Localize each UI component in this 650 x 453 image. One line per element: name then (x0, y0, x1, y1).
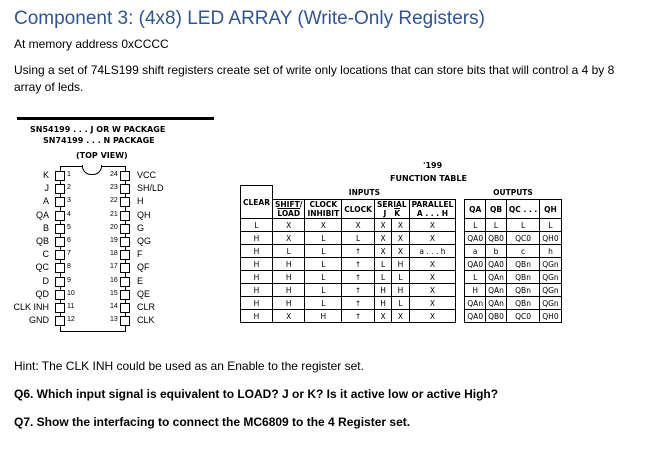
pin-box (120, 250, 130, 260)
pin-box (55, 171, 65, 181)
pin-number: 5 (67, 223, 71, 231)
table-cell: L (374, 271, 391, 284)
memory-address: At memory address 0xCCCC (14, 37, 169, 51)
pin-box (55, 290, 65, 300)
table-cell: QA0 (465, 310, 486, 323)
header-clock-inhibit: CLOCK INHIBIT (305, 200, 342, 219)
table-cell: H (241, 297, 273, 310)
table-cell: L (374, 258, 391, 271)
pin-number: 21 (110, 210, 118, 218)
table-cell: ↑ (342, 310, 375, 323)
pin-label-left: QD (35, 288, 49, 299)
pin-box (55, 303, 65, 313)
pin-number: 7 (67, 250, 71, 258)
table-cell: a (465, 245, 486, 258)
pin-number: 12 (67, 316, 75, 324)
table-cell: QA0 (486, 258, 507, 271)
table-cell: H (374, 297, 391, 310)
pin-label-left: CLK INH (13, 302, 49, 312)
header-qb: QB (486, 200, 507, 219)
table-row (241, 258, 562, 271)
table-cell: X (409, 271, 456, 284)
pin-label-left: J (44, 183, 49, 194)
pin-label-right: SH/LD (137, 183, 164, 194)
function-table (240, 185, 562, 323)
table-cell: QC0 (506, 232, 539, 245)
pin-box (55, 277, 65, 287)
table-row (241, 219, 562, 232)
pin-number: 4 (67, 210, 71, 218)
table-cell: QAn (465, 297, 486, 310)
table-cell: X (374, 232, 391, 245)
pin-label-right: VCC (137, 170, 157, 180)
table-cell: QB0 (486, 232, 507, 245)
table-cell: H (241, 245, 273, 258)
table-cell: L (273, 245, 305, 258)
header-parallel: PARALLEL A . . . H (409, 200, 456, 219)
pin-number: 15 (110, 289, 118, 297)
pin-label-left: QB (35, 236, 49, 246)
pin-number: 9 (67, 276, 71, 284)
header-clear: CLEAR (241, 186, 273, 219)
page-title: Component 3: (4x8) LED ARRAY (Write-Only Registers) (14, 8, 485, 29)
table-cell: L (540, 219, 561, 232)
pin-label-right: QG (137, 236, 152, 246)
question-6: Q6. Which input signal is equivalent to LOAD? J or K? Is it active low or active High? (14, 387, 499, 401)
table-cell: QBn (506, 258, 539, 271)
pin-box (55, 224, 65, 234)
table-cell: H (241, 271, 273, 284)
pin-number: 17 (110, 263, 118, 271)
pin-label-left: QA (35, 209, 49, 220)
pin-number: 1 (67, 171, 71, 178)
table-cell: QAn (486, 284, 507, 297)
table-cell: QGn (540, 297, 561, 310)
table-cell: ↑ (342, 258, 375, 271)
table-cell: H (241, 258, 273, 271)
table-cell: L (305, 258, 342, 271)
header-qa: QA (465, 200, 486, 219)
table-cell: ↑ (342, 245, 375, 258)
table-cell: X (392, 310, 409, 323)
table-cell: X (409, 232, 456, 245)
pin-label-right: G (137, 222, 145, 233)
pin-number: 2 (67, 184, 71, 192)
divider (17, 117, 214, 120)
header-qh: QH (540, 200, 561, 219)
header-shift-load: SHIFT/ LOAD (273, 200, 305, 219)
table-cell: H (374, 284, 391, 297)
pin-label-left: A (42, 196, 49, 207)
pin-box (120, 290, 130, 300)
table-cell: X (273, 219, 305, 232)
table-cell: X (409, 297, 456, 310)
table-cell: X (409, 258, 456, 271)
pin-label-right: QE (137, 288, 151, 299)
table-cell: H (241, 232, 273, 245)
table-cell: H (241, 310, 273, 323)
header-clock: CLOCK (342, 200, 375, 219)
table-cell: X (392, 245, 409, 258)
table-cell: X (409, 310, 456, 323)
pin-label-right: F (137, 249, 143, 260)
table-cell: QGn (540, 258, 561, 271)
pin-number: 8 (67, 263, 71, 271)
header-outputs: OUTPUTS (465, 186, 561, 200)
header-qc-dots: QC . . . (506, 200, 539, 219)
table-cell: L (305, 232, 342, 245)
pin-box (55, 237, 65, 247)
pin-number: 13 (110, 316, 118, 324)
table-row (241, 284, 562, 297)
table-cell: L (465, 219, 486, 232)
pin-box (120, 197, 130, 207)
table-cell: L (486, 219, 507, 232)
pin-label-left: D (42, 275, 49, 286)
table-row (241, 271, 562, 284)
pin-label-right: CLK (137, 315, 155, 326)
pin-number: 23 (110, 184, 118, 192)
pin-number: 24 (110, 171, 118, 178)
pin-number: 10 (67, 289, 75, 297)
table-cell: L (392, 271, 409, 284)
table-cell: QGn (540, 271, 561, 284)
table-cell: H (305, 310, 342, 323)
pin-number: 11 (67, 303, 75, 310)
pin-box (55, 250, 65, 260)
hint-text: Hint: The CLK INH could be used as an Enable to the register set. (14, 359, 364, 373)
pin-number: 20 (110, 223, 118, 231)
pin-label-left: C (42, 249, 49, 260)
table-cell: QAn (486, 271, 507, 284)
table-cell: L (392, 297, 409, 310)
intro-paragraph: Using a set of 74LS199 shift registers create set of write only locations that can store bits that will control a 4 by 8 array of leds. (14, 63, 615, 94)
table-cell: L (506, 219, 539, 232)
package-line1: SN54199 . . . J OR W PACKAGE (30, 125, 166, 134)
table-cell: H (273, 284, 305, 297)
pin-box (120, 263, 130, 273)
table-cell: X (392, 219, 409, 232)
table-cell: X (374, 219, 391, 232)
table-cell: ↑ (342, 284, 375, 297)
table-cell: QB0 (486, 310, 507, 323)
table-cell: h (540, 245, 561, 258)
table-cell: X (409, 219, 456, 232)
header-serial: SERIAL J $\overline{K}$ (374, 200, 409, 219)
table-cell: L (305, 271, 342, 284)
pin-box (120, 171, 130, 181)
pin-number: 22 (110, 197, 118, 205)
table-cell: H (392, 258, 409, 271)
table-cell: b (486, 245, 507, 258)
table-cell: QC0 (506, 310, 539, 323)
pin-label-right: H (137, 196, 144, 207)
pin-label-right: QF (137, 262, 150, 273)
pin-box (55, 263, 65, 273)
table-cell: H (465, 284, 486, 297)
pin-box (120, 184, 130, 194)
table-cell: X (273, 232, 305, 245)
table-cell: L (305, 284, 342, 297)
table-row (241, 310, 562, 323)
pin-box (120, 277, 130, 287)
table-cell: H (241, 284, 273, 297)
table-cell: X (273, 310, 305, 323)
table-cell: QH0 (540, 232, 561, 245)
table-cell: ↑ (342, 297, 375, 310)
table-cell: H (273, 297, 305, 310)
table-cell: X (409, 284, 456, 297)
table-cell: QA0 (465, 258, 486, 271)
pin-label-right: E (137, 275, 144, 286)
table-cell: L (342, 232, 375, 245)
table-cell: QBn (506, 284, 539, 297)
pin-number: 6 (67, 237, 71, 244)
table-cell: X (342, 219, 375, 232)
pin-box (120, 224, 130, 234)
table-row (241, 245, 562, 258)
pin-number: 14 (110, 303, 118, 310)
pin-box (55, 184, 65, 194)
table-cell: a . . . h (409, 245, 456, 258)
table-cell: L (305, 245, 342, 258)
table-cell: L (305, 297, 342, 310)
pin-number: 3 (67, 197, 71, 205)
pin-box (55, 197, 65, 207)
pin-number: 18 (110, 250, 118, 258)
table-cell: QH0 (540, 310, 561, 323)
table-cell: L (465, 271, 486, 284)
function-table-title: FUNCTION TABLE (390, 174, 467, 183)
table-cell: QAn (486, 297, 507, 310)
pin-box (55, 211, 65, 221)
pin-label-left: GND (29, 315, 49, 326)
table-cell: c (506, 245, 539, 258)
function-table-body (241, 219, 562, 323)
pin-number: 16 (110, 276, 118, 284)
table-row (241, 297, 562, 310)
table-cell: H (273, 258, 305, 271)
table-cell: H (273, 271, 305, 284)
question-7: Q7. Show the interfacing to connect the MC6809 to the 4 Register set. (14, 415, 411, 429)
pin-label-right: QH (137, 209, 151, 220)
table-cell: X (374, 310, 391, 323)
pin-label-left: B (42, 222, 49, 233)
pin-number: 19 (110, 237, 118, 244)
table-cell: X (392, 232, 409, 245)
pin-box (55, 316, 65, 326)
pin-box (120, 237, 130, 247)
table-cell: QA0 (465, 232, 486, 245)
table-cell: QGn (540, 284, 561, 297)
pin-box (120, 303, 130, 313)
package-view: (TOP VIEW) (76, 151, 128, 160)
table-cell: X (374, 245, 391, 258)
package-line2: SN74199 . . . N PACKAGE (43, 136, 155, 145)
part-label: '199 (423, 161, 443, 170)
table-cell: QBn (506, 297, 539, 310)
pin-box (120, 316, 130, 326)
pin-label-right: CLR (137, 302, 156, 312)
table-cell: ↑ (342, 271, 375, 284)
header-inputs: INPUTS (273, 186, 456, 200)
table-row (241, 232, 562, 245)
pin-label-left: QC (35, 262, 49, 273)
pin-label-left: K (42, 170, 49, 180)
table-cell: QBn (506, 271, 539, 284)
table-cell: L (241, 219, 273, 232)
table-cell: H (392, 284, 409, 297)
pin-box (120, 211, 130, 221)
table-cell: X (305, 219, 342, 232)
